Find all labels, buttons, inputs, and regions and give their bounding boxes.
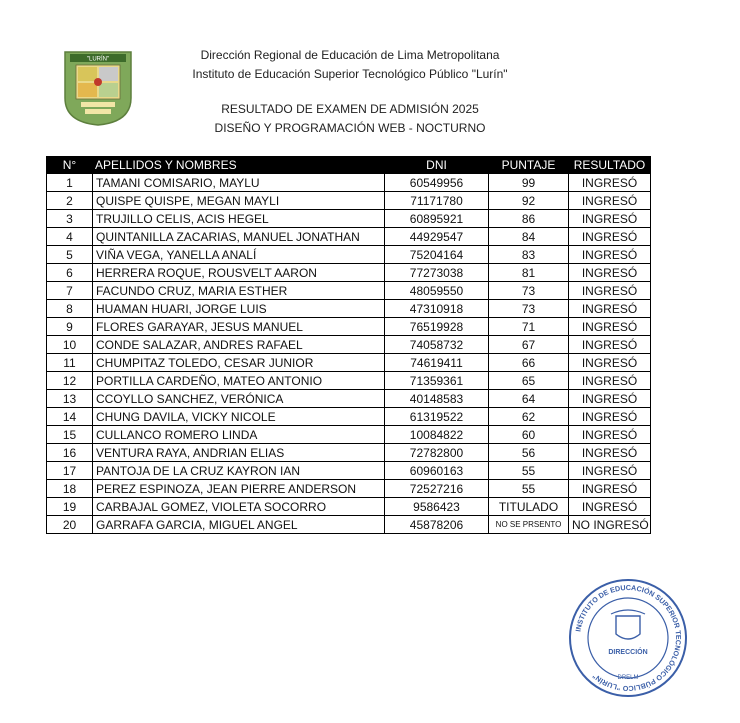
cell-dni: 47310918 — [385, 300, 489, 318]
table-row — [47, 372, 651, 390]
cell-name: CARBAJAL GOMEZ, VIOLETA SOCORRO — [93, 498, 385, 516]
table-row — [47, 192, 651, 210]
cell-score: 62 — [489, 408, 569, 426]
official-stamp — [566, 576, 690, 700]
cell-name: QUINTANILLA ZACARIAS, MANUEL JONATHAN — [93, 228, 385, 246]
cell-dni: 76519928 — [385, 318, 489, 336]
cell-score: 71 — [489, 318, 569, 336]
cell-score: 84 — [489, 228, 569, 246]
cell-name: GARRAFA GARCIA, MIGUEL ANGEL — [93, 516, 385, 534]
table-row — [47, 444, 651, 462]
cell-dni: 40148583 — [385, 390, 489, 408]
cell-name: PEREZ ESPINOZA, JEAN PIERRE ANDERSON — [93, 480, 385, 498]
table-row — [47, 282, 651, 300]
cell-score: 73 — [489, 300, 569, 318]
table-row — [47, 300, 651, 318]
col-header-dni: DNI — [385, 157, 489, 174]
table-row — [47, 498, 651, 516]
cell-name: CHUNG DAVILA, VICKY NICOLE — [93, 408, 385, 426]
cell-dni: 74619411 — [385, 354, 489, 372]
stamp-ring-text: INSTITUTO DE EDUCACIÓN SUPERIOR TECNOLÓGICO PÚBLICO "LURÍN" — [573, 582, 684, 694]
table-row — [47, 318, 651, 336]
cell-name: TRUJILLO CELIS, ACIS HEGEL — [93, 210, 385, 228]
cell-dni: 74058732 — [385, 336, 489, 354]
cell-dni: 60895921 — [385, 210, 489, 228]
table-row — [47, 246, 651, 264]
cell-result: INGRESÓ — [569, 498, 651, 516]
logo-label: "LURÍN" — [86, 56, 110, 63]
cell-score: 56 — [489, 444, 569, 462]
table-row — [47, 408, 651, 426]
table-row — [47, 354, 651, 372]
cell-score: 65 — [489, 372, 569, 390]
cell-name: FACUNDO CRUZ, MARIA ESTHER — [93, 282, 385, 300]
cell-name: QUISPE QUISPE, MEGAN MAYLI — [93, 192, 385, 210]
table-row — [47, 174, 651, 192]
cell-result: INGRESÓ — [569, 480, 651, 498]
cell-score: 55 — [489, 462, 569, 480]
col-header-score: PUNTAJE — [489, 157, 569, 174]
cell-score: 67 — [489, 336, 569, 354]
table-row — [47, 516, 651, 534]
header-line-program: DISEÑO Y PROGRAMACIÓN WEB - NOCTURNO — [214, 121, 486, 135]
cell-result: INGRESÓ — [569, 354, 651, 372]
cell-score: NO SE PRSENTO — [489, 516, 569, 534]
cell-score: 60 — [489, 426, 569, 444]
col-header-name: APELLIDOS Y NOMBRES — [93, 157, 385, 174]
cell-number: 20 — [47, 516, 93, 534]
cell-number: 9 — [47, 318, 93, 336]
cell-number: 18 — [47, 480, 93, 498]
cell-result: INGRESÓ — [569, 462, 651, 480]
cell-result: INGRESÓ — [569, 318, 651, 336]
cell-score: 73 — [489, 282, 569, 300]
cell-name: HERRERA ROQUE, ROUSVELT AARON — [93, 264, 385, 282]
cell-result: INGRESÓ — [569, 336, 651, 354]
stamp-bottom-text: DRELM — [617, 675, 639, 681]
cell-name: FLORES GARAYAR, JESUS MANUEL — [93, 318, 385, 336]
col-header-result: RESULTADO — [569, 157, 651, 174]
cell-result: INGRESÓ — [569, 282, 651, 300]
cell-score: 83 — [489, 246, 569, 264]
cell-name: CULLANCO ROMERO LINDA — [93, 426, 385, 444]
cell-dni: 48059550 — [385, 282, 489, 300]
cell-name: PORTILLA CARDEÑO, MATEO ANTONIO — [93, 372, 385, 390]
cell-number: 14 — [47, 408, 93, 426]
cell-number: 3 — [47, 210, 93, 228]
cell-number: 1 — [47, 174, 93, 192]
table-row — [47, 210, 651, 228]
table-row — [47, 462, 651, 480]
cell-result: INGRESÓ — [569, 264, 651, 282]
cell-dni: 72782800 — [385, 444, 489, 462]
cell-dni: 60549956 — [385, 174, 489, 192]
cell-result: INGRESÓ — [569, 300, 651, 318]
cell-dni: 10084822 — [385, 426, 489, 444]
table-header-row — [47, 157, 651, 174]
cell-result: INGRESÓ — [569, 246, 651, 264]
cell-name: VENTURA RAYA, ANDRIAN ELIAS — [93, 444, 385, 462]
cell-number: 8 — [47, 300, 93, 318]
table-row — [47, 390, 651, 408]
cell-dni: 71359361 — [385, 372, 489, 390]
cell-dni: 61319522 — [385, 408, 489, 426]
header-line-institute: Instituto de Educación Superior Tecnológico Público "Lurín" — [192, 67, 508, 81]
cell-score: 81 — [489, 264, 569, 282]
cell-result: INGRESÓ — [569, 390, 651, 408]
cell-score: 66 — [489, 354, 569, 372]
cell-result: INGRESÓ — [569, 210, 651, 228]
header-line-exam-title: RESULTADO DE EXAMEN DE ADMISIÓN 2025 — [221, 102, 479, 116]
cell-dni: 9586423 — [385, 498, 489, 516]
cell-result: INGRESÓ — [569, 372, 651, 390]
shield-icon — [616, 616, 640, 639]
table-row — [47, 336, 651, 354]
cell-number: 7 — [47, 282, 93, 300]
cell-dni: 75204164 — [385, 246, 489, 264]
cell-result: INGRESÓ — [569, 444, 651, 462]
cell-score: 64 — [489, 390, 569, 408]
results-table — [46, 156, 651, 534]
cell-name: TAMANI COMISARIO, MAYLU — [93, 174, 385, 192]
cell-name: VIÑA VEGA, YANELLA ANALÍ — [93, 246, 385, 264]
cell-number: 13 — [47, 390, 93, 408]
cell-name: CCOYLLO SANCHEZ, VERÓNICA — [93, 390, 385, 408]
cell-score: 99 — [489, 174, 569, 192]
cell-score: 86 — [489, 210, 569, 228]
header-line-regional: Dirección Regional de Educación de Lima Metropolitana — [200, 48, 500, 62]
cell-result: INGRESÓ — [569, 228, 651, 246]
institute-logo — [63, 50, 133, 127]
cell-score: 55 — [489, 480, 569, 498]
cell-name: CHUMPITAZ TOLEDO, CESAR JUNIOR — [93, 354, 385, 372]
cell-number: 15 — [47, 426, 93, 444]
table-row — [47, 264, 651, 282]
cell-number: 17 — [47, 462, 93, 480]
cell-dni: 72527216 — [385, 480, 489, 498]
table-row — [47, 480, 651, 498]
cell-number: 11 — [47, 354, 93, 372]
cell-dni: 44929547 — [385, 228, 489, 246]
cell-dni: 77273038 — [385, 264, 489, 282]
col-header-number: N° — [47, 157, 93, 174]
cell-number: 12 — [47, 372, 93, 390]
cell-result: INGRESÓ — [569, 408, 651, 426]
cell-result: INGRESÓ — [569, 192, 651, 210]
cell-result: INGRESÓ — [569, 174, 651, 192]
cell-dni: 45878206 — [385, 516, 489, 534]
cell-score: 92 — [489, 192, 569, 210]
cell-number: 10 — [47, 336, 93, 354]
cell-number: 16 — [47, 444, 93, 462]
cell-number: 4 — [47, 228, 93, 246]
cell-name: CONDE SALAZAR, ANDRES RAFAEL — [93, 336, 385, 354]
cell-result: INGRESÓ — [569, 426, 651, 444]
cell-score: TITULADO — [489, 498, 569, 516]
table-row — [47, 426, 651, 444]
table-row — [47, 228, 651, 246]
cell-number: 2 — [47, 192, 93, 210]
cell-number: 19 — [47, 498, 93, 516]
cell-result: NO INGRESÓ — [569, 516, 651, 534]
cell-name: PANTOJA DE LA CRUZ KAYRON IAN — [93, 462, 385, 480]
stamp-center-text: DIRECCIÓN — [608, 649, 648, 656]
cell-dni: 60960163 — [385, 462, 489, 480]
cell-dni: 71171780 — [385, 192, 489, 210]
cell-name: HUAMAN HUARI, JORGE LUIS — [93, 300, 385, 318]
cell-number: 6 — [47, 264, 93, 282]
cell-number: 5 — [47, 246, 93, 264]
